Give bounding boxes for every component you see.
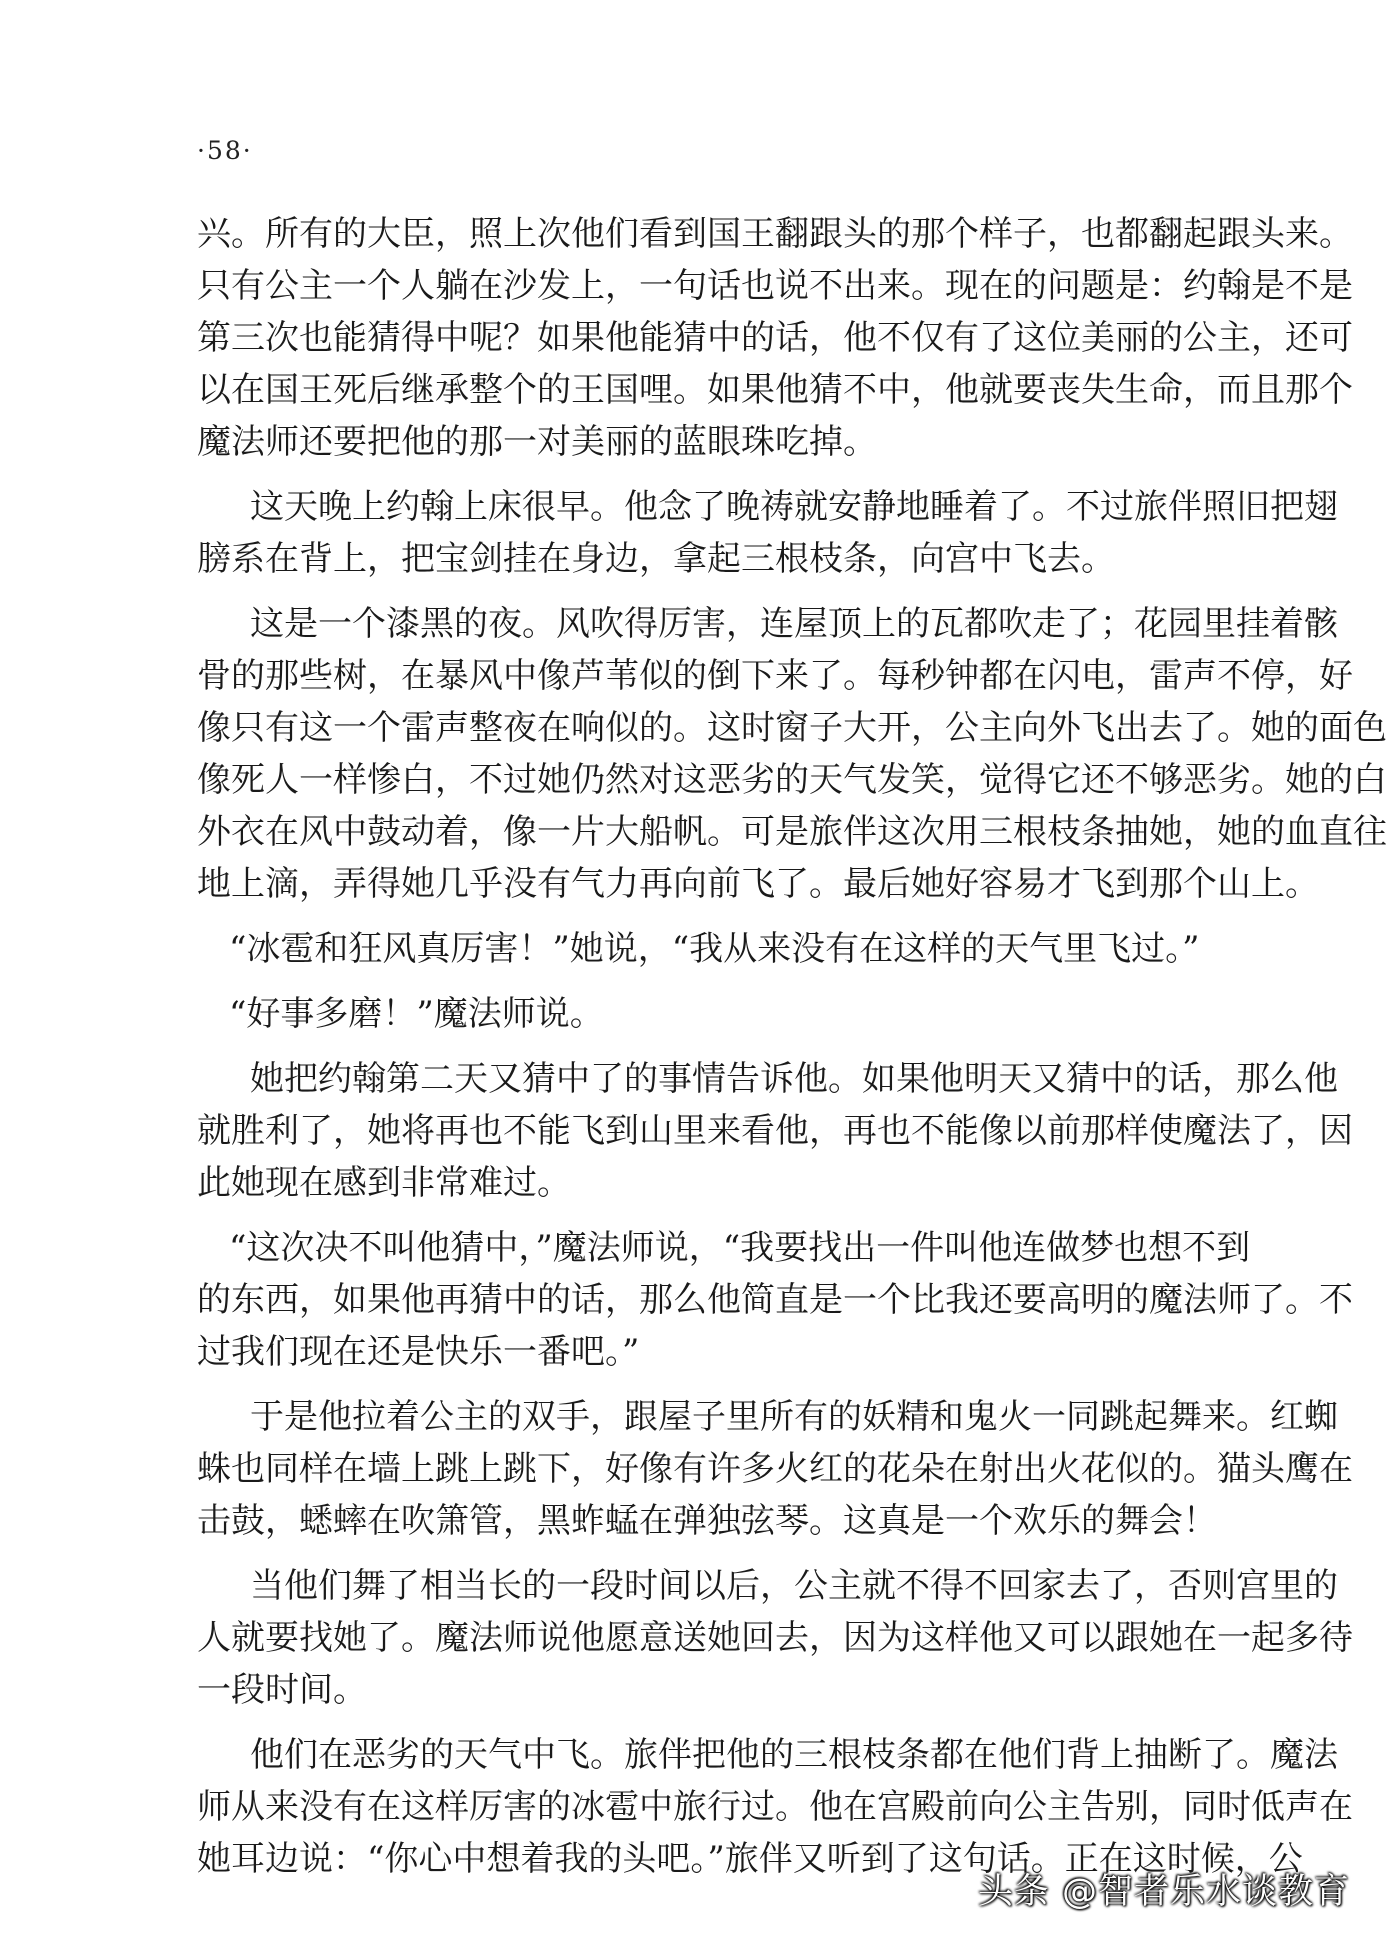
watermark: 头条 @智者乐水谈教育 bbox=[977, 1872, 1350, 1912]
paragraph bbox=[197, 1391, 1353, 1547]
text-line: 魔法师还要把他的那一对美丽的蓝眼珠吃掉。 bbox=[197, 422, 877, 462]
text-line: “好事多磨！”魔法师说。 bbox=[229, 994, 604, 1034]
text-line: 这是一个漆黑的夜。风吹得厉害，连屋顶上的瓦都吹走了；花园里挂着骸 bbox=[250, 604, 1338, 644]
text-line: 当他们舞了相当长的一段时间以后，公主就不得不回家去了，否则宫里的 bbox=[250, 1566, 1338, 1606]
text-line: 像只有这一个雷声整夜在响似的。这时窗子大开，公主向外飞出去了。她的面色 bbox=[197, 708, 1387, 748]
page-number: ·58· bbox=[197, 136, 253, 165]
text-line: 兴。所有的大臣，照上次他们看到国王翻跟头的那个样子，也都翻起跟头来。 bbox=[197, 214, 1353, 254]
text-line: “冰雹和狂风真厉害！”她说，“我从来没有在这样的天气里飞过。” bbox=[229, 929, 1200, 969]
text-line: 就胜利了，她将再也不能飞到山里来看他，再也不能像以前那样使魔法了，因 bbox=[197, 1111, 1353, 1151]
text-line: 击鼓，蟋蟀在吹箫管，黑蚱蜢在弹独弦琴。这真是一个欢乐的舞会！ bbox=[197, 1501, 1217, 1541]
paragraph bbox=[197, 1222, 1353, 1378]
text-line: 骨的那些树，在暴风中像芦苇似的倒下来了。每秒钟都在闪电，雷声不停，好 bbox=[197, 656, 1353, 696]
text-line: 此她现在感到非常难过。 bbox=[197, 1163, 571, 1203]
paragraph bbox=[197, 598, 1387, 910]
body-text bbox=[197, 208, 1387, 1885]
paragraph bbox=[197, 923, 1200, 975]
text-line: 人就要找她了。魔法师说他愿意送她回去，因为这样他又可以跟她在一起多待 bbox=[197, 1618, 1353, 1658]
text-line: 地上滴，弄得她几乎没有气力再向前飞了。最后她好容易才飞到那个山上。 bbox=[197, 864, 1319, 904]
text-line: 蛛也同样在墙上跳上跳下，好像有许多火红的花朵在射出火花似的。猫头鹰在 bbox=[197, 1449, 1353, 1489]
text-line: 一段时间。 bbox=[197, 1670, 367, 1710]
text-line: 膀系在背上，把宝剑挂在身边，拿起三根枝条，向宫中飞去。 bbox=[197, 539, 1115, 579]
text-line: 外衣在风中鼓动着，像一片大船帆。可是旅伴这次用三根枝条抽她，她的血直往 bbox=[197, 812, 1387, 852]
text-line: 像死人一样惨白，不过她仍然对这恶劣的天气发笑，觉得它还不够恶劣。她的白 bbox=[197, 760, 1387, 800]
text-line: 他们在恶劣的天气中飞。旅伴把他的三根枝条都在他们背上抽断了。魔法 bbox=[250, 1735, 1338, 1775]
text-line: 以在国王死后继承整个的王国哩。如果他猜不中，他就要丧失生命，而且那个 bbox=[197, 370, 1353, 410]
text-line: 第三次也能猜得中呢？如果他能猜中的话，他不仅有了这位美丽的公主，还可 bbox=[197, 318, 1353, 358]
text-line: 这天晚上约翰上床很早。他念了晚祷就安静地睡着了。不过旅伴照旧把翅 bbox=[250, 487, 1338, 527]
paragraph bbox=[197, 1729, 1353, 1885]
text-line: 她耳边说：“你心中想着我的头吧。”旅伴又听到了这句话。正在这时候，公 bbox=[197, 1839, 1303, 1879]
paragraph bbox=[197, 988, 1191, 1040]
text-line: “这次决不叫他猜中，”魔法师说，“我要找出一件叫他连做梦也想不到 bbox=[229, 1228, 1251, 1268]
text-line: 的东西，如果他再猜中的话，那么他简直是一个比我还要高明的魔法师了。不 bbox=[197, 1280, 1353, 1320]
text-line: 于是他拉着公主的双手，跟屋子里所有的妖精和鬼火一同跳起舞来。红蜘 bbox=[250, 1397, 1338, 1437]
text-line: 师从来没有在这样厉害的冰雹中旅行过。他在宫殿前向公主告别，同时低声在 bbox=[197, 1787, 1353, 1827]
paragraph bbox=[197, 481, 1338, 585]
text-line: 她把约翰第二天又猜中了的事情告诉他。如果他明天又猜中的话，那么他 bbox=[250, 1059, 1338, 1099]
paragraph bbox=[197, 1053, 1353, 1209]
paragraph bbox=[197, 1560, 1353, 1716]
text-line: 过我们现在还是快乐一番吧。” bbox=[197, 1332, 640, 1372]
paragraph bbox=[197, 208, 1353, 468]
text-line: 只有公主一个人躺在沙发上，一句话也说不出来。现在的问题是：约翰是不是 bbox=[197, 266, 1353, 306]
